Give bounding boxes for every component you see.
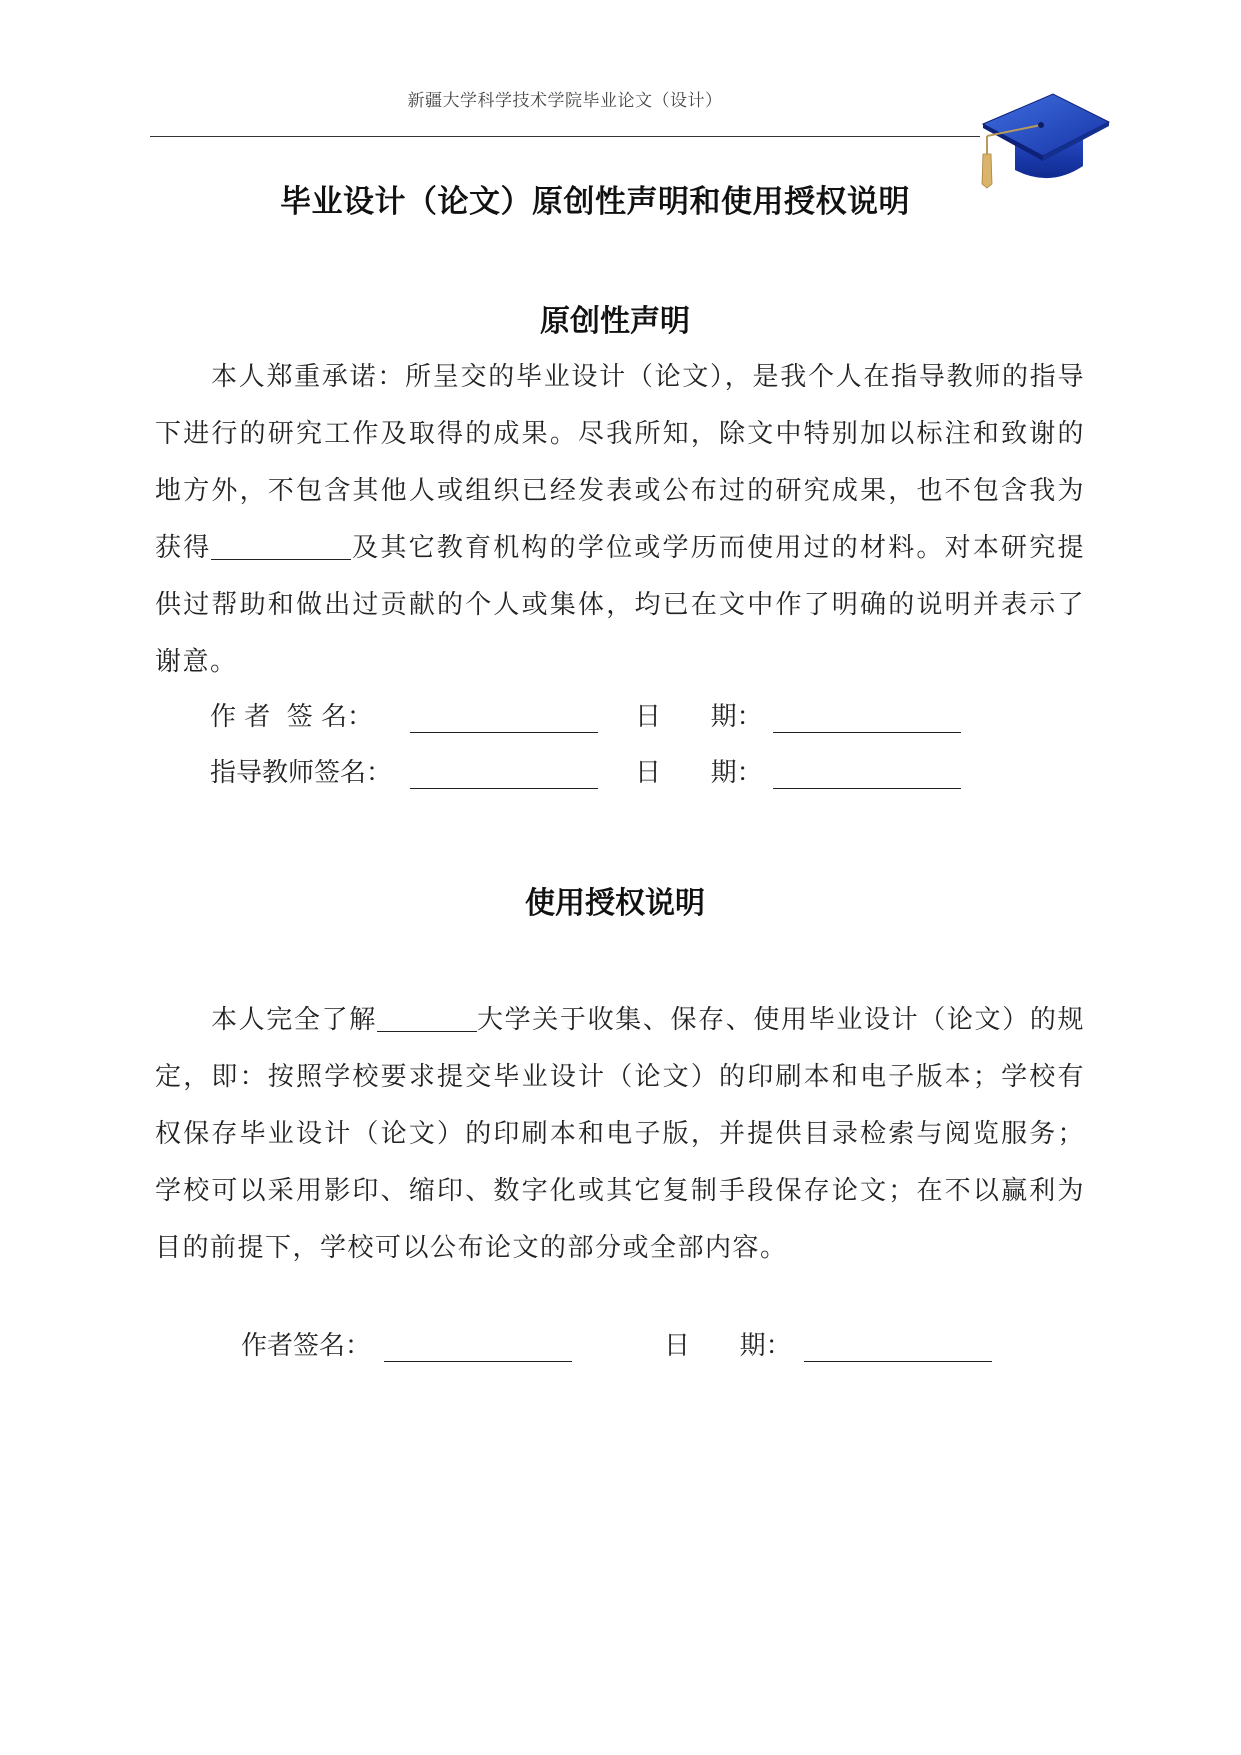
authorization-heading: 使用授权说明: [525, 886, 705, 921]
authorization-signature-row: [241, 1325, 1041, 1365]
header-rule: [150, 136, 980, 137]
authorization-text-part1: 本人完全了解: [211, 1005, 377, 1035]
advisor-sign-label: 指导教师签名：: [210, 758, 393, 788]
author-sign-label: 作 者 签 名：: [210, 702, 374, 732]
advisor-signature-row: [210, 752, 1010, 792]
university-blank-line: [377, 1001, 477, 1032]
authorization-statement: [155, 992, 1085, 1277]
running-header: 新疆大学科学技术学院毕业论文（设计）: [407, 91, 723, 111]
author-signature-row: [210, 696, 1010, 736]
authorization-text-part2: 大学关于收集、保存、使用毕业设计（论文）的规定，即：按照学校要求提交毕业设计（论文）的印刷本和电子版本；学校有权保存毕业设计（论文）的印刷本和电子版，并提供目录检索与阅览服务；学校可以采用影印、缩印、数字化或其它复制手段保存论文；在不以赢利为目的前提下，学校可以公布论文的部分或全部内容。: [155, 1005, 1085, 1263]
author-sign-line: [410, 732, 598, 733]
originality-text-part2: 及其它教育机构的学位或学历而使用过的材料。对本研究提供过帮助和做出过贡献的个人或集体，均已在文中作了明确的说明并表示了谢意。: [155, 533, 1085, 677]
advisor-date-line: [773, 788, 961, 789]
originality-statement: [155, 349, 1085, 691]
originality-heading: 原创性声明: [540, 304, 690, 339]
degree-blank-line: [211, 529, 351, 560]
advisor-sign-line: [410, 788, 598, 789]
authorization-date-label: 日 期：: [664, 1331, 792, 1361]
authorization-date-line: [804, 1361, 992, 1362]
author-date-line: [773, 732, 961, 733]
originality-text-part1: 本人郑重承诺：所呈交的毕业设计（论文），是我个人在指导教师的指导下进行的研究工作及取得的成果。尽我所知，除文中特别加以标注和致谢的地方外，不包含其他人或组织已经发表或公布过的研究成果，也不包含我为获得: [155, 362, 1085, 563]
document-title: 毕业设计（论文）原创性声明和使用授权说明: [280, 184, 910, 220]
authorization-sign-label: 作者签名：: [241, 1331, 372, 1361]
advisor-date-label: 日 期：: [635, 758, 763, 788]
author-date-label: 日 期：: [635, 702, 763, 732]
authorization-sign-line: [384, 1361, 572, 1362]
